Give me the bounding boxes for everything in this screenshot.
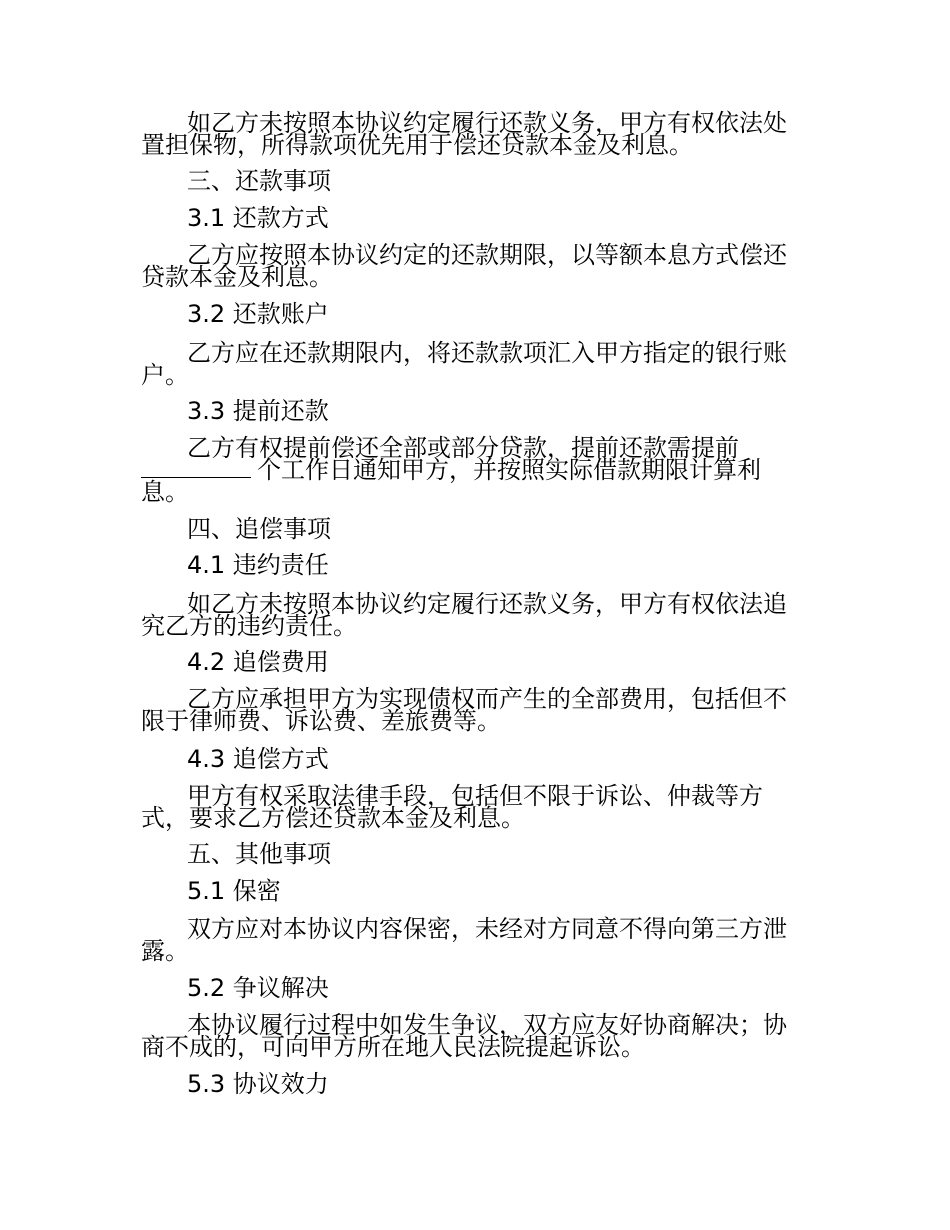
paragraph-line: 置担保物，所得款项优先用于偿还贷款本金及利息。 <box>141 131 693 159</box>
section-heading: 三、还款事项 <box>187 167 331 195</box>
subsection-heading: 5.1 保密 <box>187 877 281 905</box>
subsection-heading: 4.2 追偿费用 <box>187 648 329 676</box>
subsection-heading: 5.2 争议解决 <box>187 974 329 1002</box>
paragraph-line: 乙方应按照本协议约定的还款期限，以等额本息方式偿还 <box>187 241 787 269</box>
paragraph-line: 乙方有权提前偿还全部或部分贷款，提前还款需提前 <box>187 434 739 462</box>
subsection-heading: 3.3 提前还款 <box>187 397 329 425</box>
subsection-heading: 4.3 追偿方式 <box>187 745 329 773</box>
paragraph-line: 乙方应在还款期限内，将还款款项汇入甲方指定的银行账 <box>187 339 787 367</box>
subsection-heading: 3.2 还款账户 <box>187 300 329 328</box>
paragraph-line: 本协议履行过程中如发生争议，双方应友好协商解决；协 <box>187 1011 787 1039</box>
section-heading: 四、追偿事项 <box>187 515 331 543</box>
subsection-heading: 5.3 协议效力 <box>187 1070 329 1098</box>
paragraph-line-text: 个工作日通知甲方，并按照实际借款期限计算利 <box>257 456 761 484</box>
paragraph-line: 息。 <box>141 478 189 506</box>
subsection-heading: 3.1 还款方式 <box>187 204 329 232</box>
paragraph-line: 双方应对本协议内容保密，未经对方同意不得向第三方泄 <box>187 915 787 943</box>
paragraph-line: 如乙方未按照本协议约定履行还款义务，甲方有权依法追 <box>187 590 787 618</box>
paragraph-line: 露。 <box>141 937 189 965</box>
paragraph-line: 乙方应承担甲方为实现债权而产生的全部费用，包括但不 <box>187 685 787 713</box>
paragraph-line: 贷款本金及利息。 <box>141 263 333 291</box>
paragraph-line: 式，要求乙方偿还贷款本金及利息。 <box>141 804 525 832</box>
section-heading: 五、其他事项 <box>187 840 331 868</box>
paragraph-line: 甲方有权采取法律手段，包括但不限于诉讼、仲裁等方 <box>187 782 763 810</box>
paragraph-line <box>141 457 761 483</box>
paragraph-line: 户。 <box>141 361 189 389</box>
paragraph-line: 如乙方未按照本协议约定履行还款义务，甲方有权依法处 <box>187 109 787 137</box>
paragraph-line: 商不成的，可向甲方所在地人民法院提起诉讼。 <box>141 1033 645 1061</box>
subsection-heading: 4.1 违约责任 <box>187 551 329 579</box>
paragraph-line: 限于律师费、诉讼费、差旅费等。 <box>141 707 501 735</box>
paragraph-line: 究乙方的违约责任。 <box>141 612 357 640</box>
